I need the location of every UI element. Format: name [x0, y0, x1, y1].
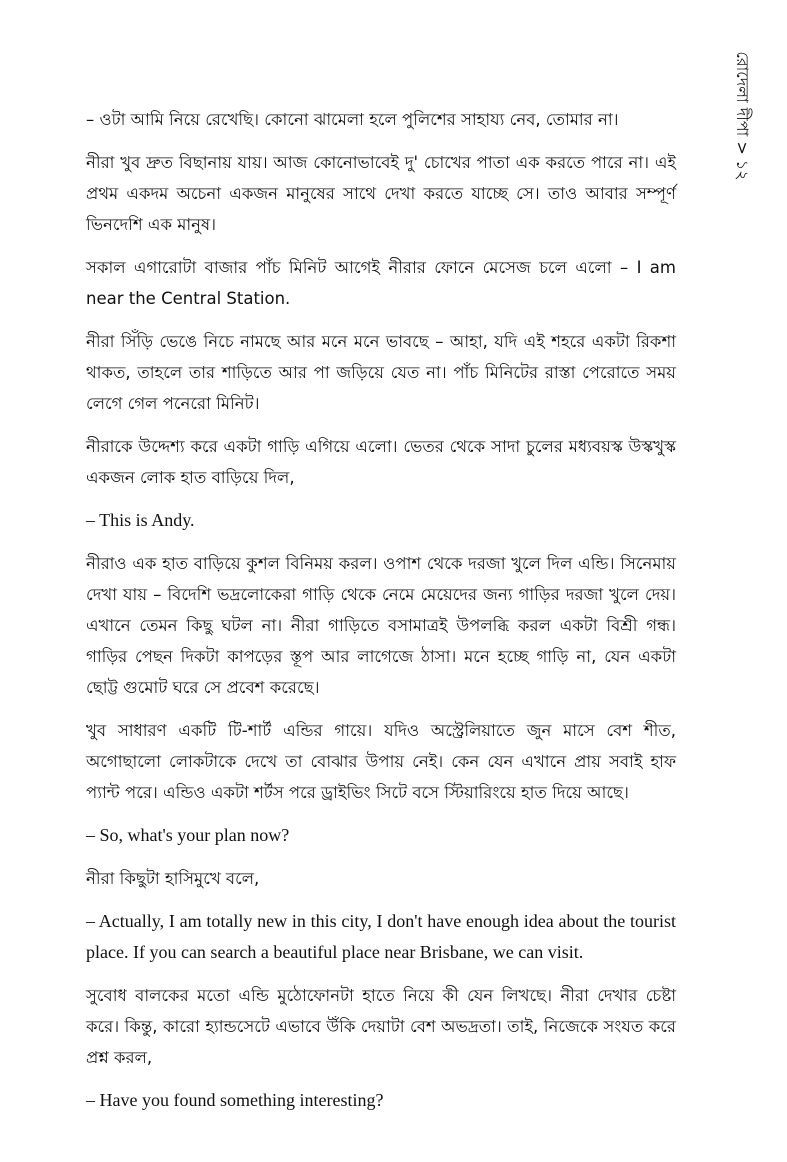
dialogue-line: – This is Andy.	[86, 510, 195, 530]
dialogue-line: – So, what's your plan now?	[86, 825, 290, 845]
dialogue-line: – Actually, I am totally new in this city, I don't have enough idea about the tourist place. If you can search a beautiful place near Brisbane, we can visit.	[86, 911, 676, 962]
paragraph: খুব সাধারণ একটি টি-শার্ট এন্ডির গায়ে। যদিও অস্ট্রেলিয়াতে জুন মাসে বেশ শীত, অগোছালো লোকটাকে দেখে তা বোঝার উপায় নেই। কেন যেন এখানে প্রায় সবাই হাফ প্যান্ট পরে। এন্ডিও একটা শর্টস পরে ড্রাইভিং সিটে বসে স্টিয়ারিংয়ে হাত দিয়ে আছে।	[86, 721, 676, 802]
page-body	[86, 104, 676, 1128]
paragraph: সকাল এগারোটা বাজার পাঁচ মিনিট আগেই নীরার ফোনে মেসেজ চলে এলো – I am near the Central Station.	[86, 258, 676, 308]
paragraph: নীরাও এক হাত বাড়িয়ে কুশল বিনিময় করল। ওপাশ থেকে দরজা খুলে দিল এন্ডি। সিনেমায় দেখা যায় – বিদেশি ভদ্রলোকেরা গাড়ি থেকে নেমে মেয়েদের জন্য গাড়ির দরজা খুলে দেয়। এখানে তেমন কিছু ঘটল না। নীরা গাড়িতে বসামাত্রই উপলব্ধি করল একটা বিশ্রী গন্ধ। গাড়ির পেছন দিকটা কাপড়ের স্তূপ আর লাগেজে ঠাসা। মনে হচ্ছে গাড়ি না, যেন একটা ছোট্ট গুমোট ঘরে সে প্রবেশ করেছে।	[86, 554, 676, 697]
paragraph: – ওটা আমি নিয়ে রেখেছি। কোনো ঝামেলা হলে পুলিশের সাহায্য নেব, তোমার না।	[86, 110, 619, 129]
paragraph: নীরা কিছুটা হাসিমুখে বলে,	[86, 869, 260, 888]
dialogue-line: – Have you found something interesting?	[86, 1090, 384, 1110]
paragraph: নীরা সিঁড়ি ভেঙে নিচে নামছে আর মনে মনে ভাবছে – আহা, যদি এই শহরে একটা রিকশা থাকত, তাহলে তার শাড়িতে আর পা জড়িয়ে যেত না। পাঁচ মিনিটের রাস্তা পেরোতে সময় লেগে গেল পনেরো মিনিট।	[86, 332, 676, 413]
running-title: রোদেলা দীপা > ১২	[733, 51, 752, 181]
paragraph: নীরা খুব দ্রুত বিছানায় যায়। আজ কোনোভাবেই দু' চোখের পাতা এক করতে পারে না। এই প্রথম একদম অচেনা একজন মানুষের সাথে দেখা করতে যাচ্ছে সে। তাও আবার সম্পূর্ণ ভিনদেশি এক মানুষ।	[86, 153, 676, 234]
running-header	[722, 36, 762, 196]
paragraph: নীরাকে উদ্দেশ্য করে একটা গাড়ি এগিয়ে এলো। ভেতর থেকে সাদা চুলের মধ্যবয়স্ক উস্কখুস্ক একজন লোক হাত বাড়িয়ে দিল,	[86, 437, 676, 487]
paragraph: সুবোধ বালকের মতো এন্ডি মুঠোফোনটা হাতে নিয়ে কী যেন লিখছে। নীরা দেখার চেষ্টা করে। কিন্তু, কারো হ্যান্ডসেটে এভাবে উঁকি দেয়াটা বেশ অভদ্রতা। তাই, নিজেকে সংযত করে প্রশ্ন করল,	[86, 986, 676, 1067]
